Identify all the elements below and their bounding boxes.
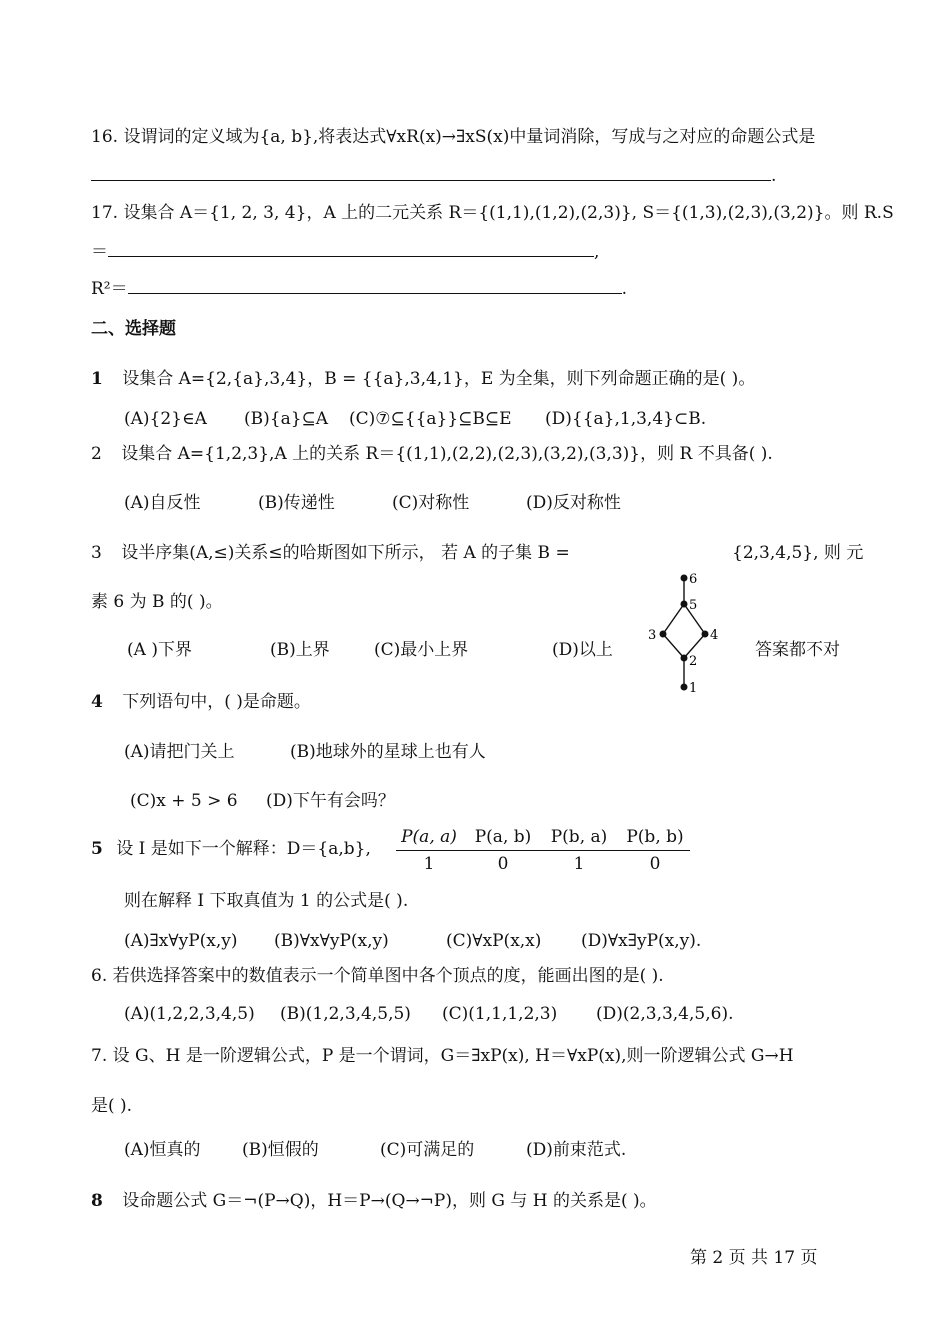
c2-opt-c: (C)对称性 [392, 493, 470, 513]
c5-stem-line [91, 838, 371, 860]
c5-head-aa: P(a, a) [401, 827, 457, 847]
c2-stem: 设集合 A={1,2,3},A 上的关系 R＝{(1,1),(2,2),(2,3),(3,2),(3,3)}，则 R 不具备( ). [121, 444, 773, 464]
label-3: 3 [648, 628, 657, 643]
c3-number: 3 [91, 543, 102, 563]
c1-stem: 设集合 A={2,{a},3,4}，B = {{a},3,4,1}，E 为全集，则下列命题正确的是( )。 [122, 369, 756, 389]
c4-opt-d: (D)下午有会吗？ [266, 791, 395, 811]
c3-opt-b: (B)上界 [270, 640, 330, 660]
label-2: 2 [689, 654, 698, 669]
c4-stem: 下列语句中，( )是命题。 [122, 692, 311, 712]
c3-opt-d-cont: 答案都不对 [755, 640, 840, 660]
node-4 [702, 631, 709, 638]
c3-opt-a: (A )下界 [127, 640, 192, 660]
q17-r2-label: R²＝ [91, 279, 128, 299]
c4-opt-a: (A)请把门关上 [124, 742, 235, 762]
c7-opt-c: (C)可满足的 [380, 1140, 475, 1160]
q17-period: . [621, 279, 628, 299]
c6-opt-a: (A)(1,2,2,3,4,5) [124, 1004, 255, 1024]
c4-opt-b: (B)地球外的星球上也有人 [290, 742, 486, 762]
q17-r2-line [91, 277, 627, 300]
q17-rs-blank [108, 240, 594, 257]
c5-stem: 设 I 是如下一个解释：D＝{a,b}, [116, 839, 371, 859]
c3-opt-d: (D)以上 [552, 640, 613, 660]
c6-opt-b: (B)(1,2,3,4,5,5) [280, 1004, 411, 1024]
q17-comma: , [594, 242, 600, 262]
q16-text: 16. 设谓词的定义域为{a, b},将表达式∀xR(x)→∃xS(x)中量词消除，写成与之对应的命题公式是 [91, 127, 816, 147]
c5-opt-d: (D)∀x∃yP(x,y). [581, 931, 702, 951]
c5-number: 5 [91, 839, 103, 859]
q16-period: . [771, 166, 777, 186]
c8-stem: 设命题公式 G＝¬(P→Q)，H＝P→(Q→¬P)，则 G 与 H 的关系是( )。 [122, 1191, 657, 1211]
label-6: 6 [689, 572, 698, 587]
c1-opt-d: (D){{a},1,3,4}⊂B. [545, 409, 707, 429]
q17-rs-line [91, 240, 599, 263]
c4-opt-c: (C)x + 5 > 6 [130, 791, 238, 811]
c5-head-bb: P(b, b) [626, 827, 684, 847]
c5-opt-c: (C)∀xP(x,x) [446, 931, 542, 951]
c7-stem2: 是( ). [91, 1096, 133, 1116]
c5-val-ab: 0 [497, 854, 509, 874]
node-3 [660, 631, 667, 638]
c6-opt-c: (C)(1,1,1,2,3) [442, 1004, 558, 1024]
hasse-diagram [640, 566, 730, 696]
section-title: 二、选择题 [91, 319, 176, 339]
c6-opt-d: (D)(2,3,3,4,5,6). [596, 1004, 734, 1024]
c7-stem: 7. 设 G、H 是一阶逻辑公式，P 是一个谓词，G＝∃xP(x), H＝∀xP(x),则一阶逻辑公式 G→H [91, 1046, 794, 1066]
c3-opt-c: (C)最小上界 [374, 640, 469, 660]
c7-opt-d: (D)前束范式. [526, 1140, 627, 1160]
c7-opt-b: (B)恒假的 [242, 1140, 319, 1160]
edge-3-2 [663, 634, 684, 658]
node-2 [681, 655, 688, 662]
label-1: 1 [689, 681, 698, 696]
c5-stem2: 则在解释 I 下取真值为 1 的公式是( ). [124, 891, 409, 911]
page-footer: 第 2 页 共 17 页 [690, 1248, 818, 1268]
c8-number: 8 [91, 1191, 103, 1211]
c2-stem-line [91, 443, 773, 465]
c4-number: 4 [91, 692, 103, 712]
c3-stem-a: 设半序集(A,≤)关系≤的哈斯图如下所示， 若 A 的子集 B = [121, 543, 570, 563]
q17-text: 17. 设集合 A＝{1, 2, 3, 4}，A 上的二元关系 R＝{(1,1),(1,2),(2,3)}, S＝{(1,3),(2,3),(3,2)}。则 R.S [91, 203, 894, 223]
c1-opt-b: (B){a}⊆A [244, 409, 329, 429]
c6-stem: 6. 若供选择答案中的数值表示一个简单图中各个顶点的度，能画出图的是( ). [91, 966, 664, 986]
node-5 [681, 601, 688, 608]
label-5: 5 [689, 598, 698, 613]
c1-opt-a: (A){2}∈A [124, 409, 207, 429]
node-6 [681, 575, 688, 582]
label-4: 4 [710, 628, 719, 643]
c1-stem-line [91, 368, 755, 390]
c5-opt-a: (A)∃x∀yP(x,y) [124, 931, 238, 951]
edge-5-3 [663, 604, 684, 634]
c5-head-ba: P(b, a) [550, 827, 608, 847]
c5-opt-b: (B)∀x∀yP(x,y) [274, 931, 389, 951]
c3-stem-line [91, 542, 570, 564]
c5-val-ba: 1 [573, 854, 585, 874]
c7-opt-a: (A)恒真的 [124, 1140, 201, 1160]
q17-equals: ＝ [91, 242, 108, 262]
c5-head-ab: P(a, b) [474, 827, 532, 847]
q16-blank [91, 164, 771, 181]
c3-stem2: 素 6 为 B 的( )。 [91, 592, 223, 612]
c5-val-aa: 1 [423, 854, 435, 874]
q16-answer-line [91, 164, 776, 187]
node-1 [681, 684, 688, 691]
c4-stem-line [91, 691, 311, 713]
c1-number: 1 [91, 369, 103, 389]
c2-opt-d: (D)反对称性 [526, 493, 621, 513]
c2-opt-a: (A)自反性 [124, 493, 201, 513]
c2-opt-b: (B)传递性 [258, 493, 335, 513]
c8-stem-line [91, 1190, 657, 1212]
q17-r2-blank [128, 277, 622, 294]
c3-stem-b: {2,3,4,5}, 则 元 [732, 543, 864, 563]
c5-val-bb: 0 [649, 854, 661, 874]
c2-number: 2 [91, 444, 102, 464]
c1-opt-c: (C)⑦⊆{{a}}⊆B⊆E [349, 409, 512, 429]
c5-interpretation-table [396, 826, 690, 875]
